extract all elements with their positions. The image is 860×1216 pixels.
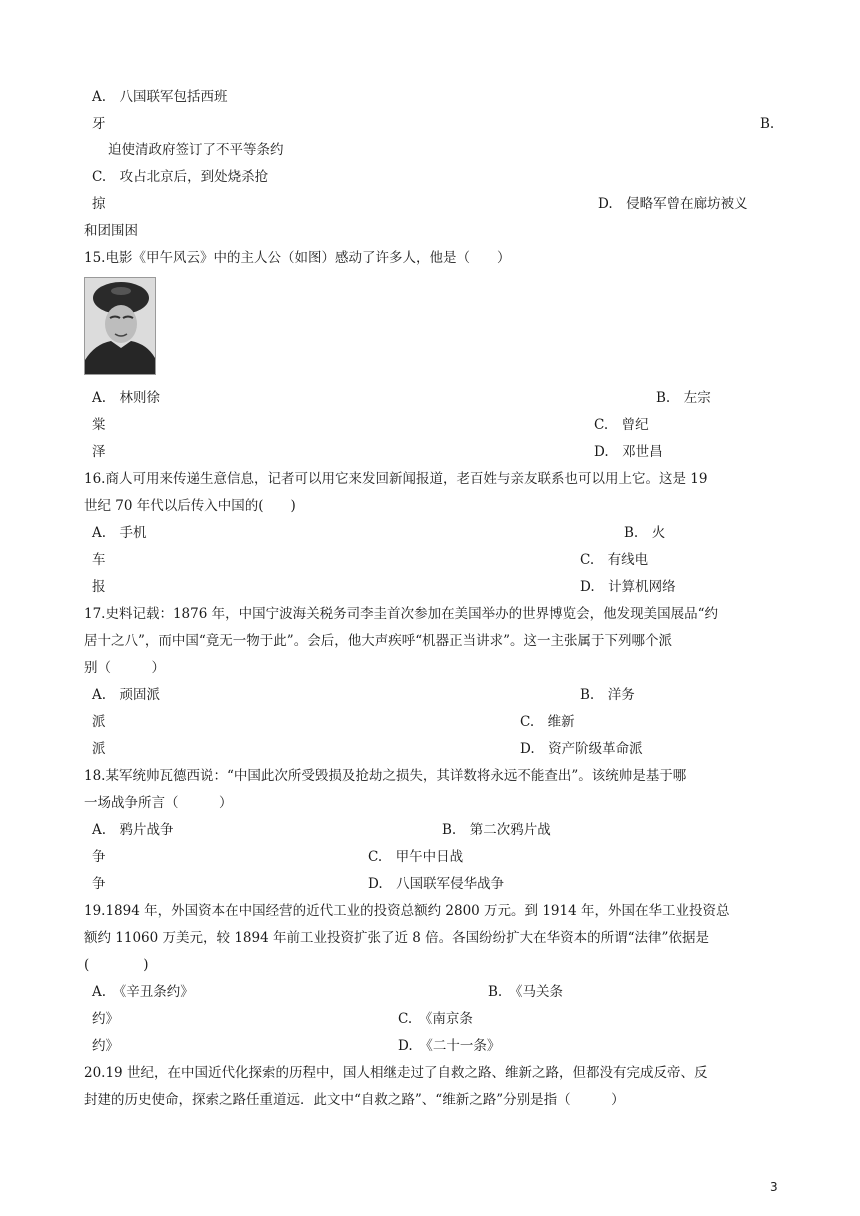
q18-option-c: C. 甲午中日战	[368, 849, 464, 865]
q16-option-a: A. 手机	[92, 525, 147, 541]
portrait-figure-icon	[85, 278, 155, 374]
q14-option-d: D. 侵略军曾在廊坊被义	[598, 196, 748, 212]
q20-stem-2: 封建的历史使命，探索之路任重道远．此文中“自救之路”、“维新之路”分别是指（ ）	[84, 1092, 625, 1108]
q18-option-b-cont: 争	[92, 849, 106, 865]
q17-option-b: B. 洋务	[580, 687, 635, 703]
q17-stem-1: 17.史料记载：1876 年，中国宁波海关税务司李圭首次参加在美国举办的世界博览会，他发现美国展品“约	[84, 606, 719, 622]
q19-option-c-cont: 约》	[92, 1038, 119, 1054]
q17-stem-3: 别（ ）	[84, 660, 165, 676]
q16-option-b: B. 火	[624, 525, 666, 541]
page-number: 3	[770, 1180, 778, 1194]
q16-stem-1: 16.商人可用来传递生意信息，记者可以用它来发回新闻报道，老百姓与亲友联系也可以用上它。这是 19	[84, 471, 708, 487]
q20-stem-1: 20.19 世纪，在中国近代化探索的历程中，国人相继走过了自救之路、维新之路，但都没有完成反帝、反	[84, 1065, 708, 1081]
q19-option-c: C. 《南京条	[398, 1011, 473, 1027]
q17-option-c: C. 维新	[520, 714, 575, 730]
q15-option-b: B. 左宗	[656, 390, 711, 406]
q19-stem-3: ( )	[84, 957, 149, 973]
q19-stem-1: 19.1894 年，外国资本在中国经营的近代工业的投资总额约 2800 万元。到 1914 年，外国在华工业投资总	[84, 903, 730, 919]
q19-option-b-cont: 约》	[92, 1011, 119, 1027]
q16-option-d: D. 计算机网络	[580, 579, 676, 595]
q14-option-d-cont: 和团围困	[84, 223, 138, 239]
q16-option-c: C. 有线电	[580, 552, 649, 568]
q17-option-a: A. 顽固派	[92, 687, 161, 703]
q18-option-c-cont: 争	[92, 876, 106, 892]
q14-option-c: C. 攻占北京后，到处烧杀抢	[92, 169, 269, 185]
q15-option-c: C. 曾纪	[594, 417, 649, 433]
q14-option-c-cont: 掠	[92, 196, 106, 212]
q15-stem: 15.电影《甲午风云》中的主人公（如图）感动了许多人，他是（ ）	[84, 250, 511, 266]
q18-option-d: D. 八国联军侵华战争	[368, 876, 505, 892]
q16-stem-2: 世纪 70 年代以后传入中国的( )	[84, 498, 296, 514]
q14-option-b: 迫使清政府签订了不平等条约	[108, 142, 284, 158]
q17-stem-2: 居十之八”，而中国“竟无一物于此”。会后，他大声疾呼“机器正当讲求”。这一主张属于下列哪个派	[84, 633, 673, 649]
q19-option-d: D. 《二十一条》	[398, 1038, 501, 1054]
q14-option-a-cont: 牙	[92, 116, 106, 132]
q15-option-c-cont: 泽	[92, 444, 106, 460]
q15-option-a: A. 林则徐	[92, 390, 161, 406]
q18-option-a: A. 鸦片战争	[92, 822, 174, 838]
q14-option-a: A. 八国联军包括西班	[92, 89, 228, 105]
q19-stem-2: 额约 11060 万美元，较 1894 年前工业投资扩张了近 8 倍。各国纷纷扩大在华资本的所谓“法律”依据是	[84, 930, 709, 946]
q16-option-c-cont: 报	[92, 579, 106, 595]
q18-stem-1: 18.某军统帅瓦德西说：“中国此次所受毁损及抢劫之损失，其详数将永远不能查出”。该统帅是基于哪	[84, 768, 687, 784]
q15-option-b-cont: 棠	[92, 417, 106, 433]
q19-option-a: A. 《辛丑条约》	[92, 984, 194, 1000]
q18-option-b: B. 第二次鸦片战	[442, 822, 551, 838]
q17-option-b-cont: 派	[92, 714, 106, 730]
q19-option-b: B. 《马关条	[488, 984, 563, 1000]
q17-option-c-cont: 派	[92, 741, 106, 757]
portrait-photo	[84, 277, 156, 375]
q18-stem-2: 一场战争所言（ ）	[84, 795, 233, 811]
q16-option-b-cont: 车	[92, 552, 106, 568]
q15-option-d: D. 邓世昌	[594, 444, 663, 460]
q17-option-d: D. 资产阶级革命派	[520, 741, 643, 757]
q14-option-b-label: B.	[760, 116, 775, 132]
